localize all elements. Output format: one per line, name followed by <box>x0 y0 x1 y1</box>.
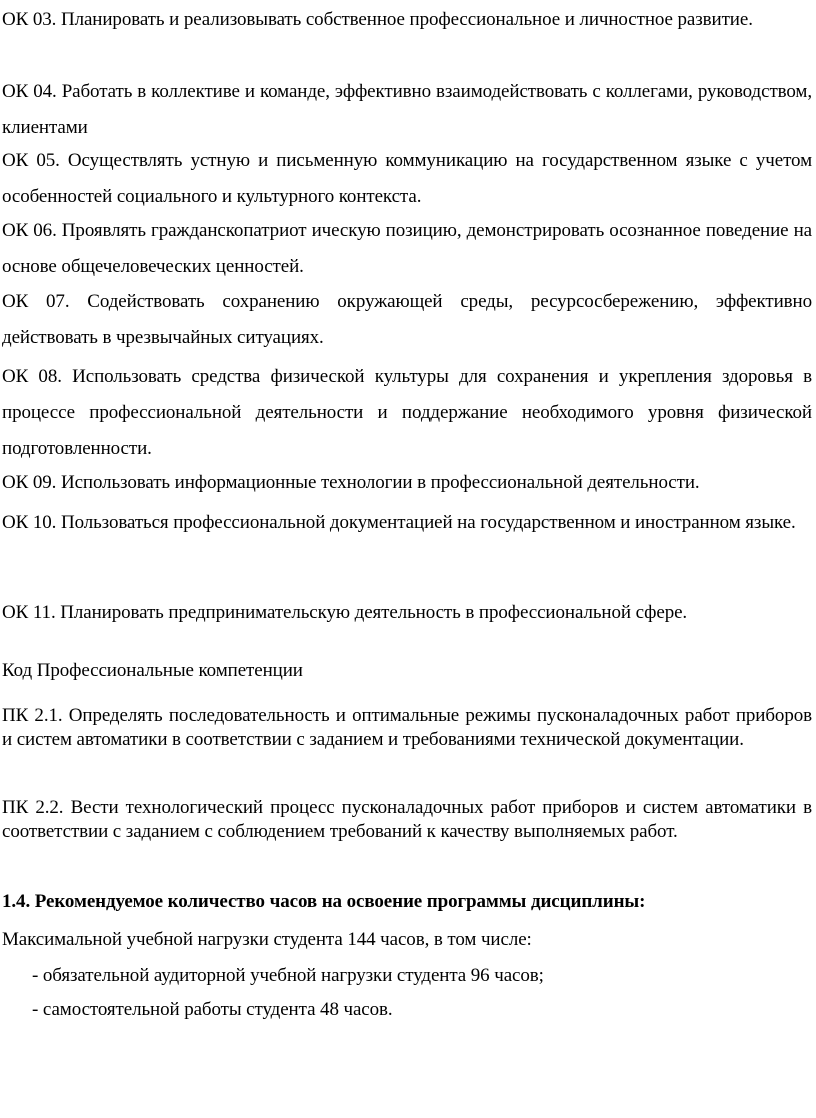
ok-07-text: ОК 07. Содействовать сохранению окружающей среды, ресурсосбережению, эффективно действовать в чрезвычайных ситуациях. <box>2 291 812 348</box>
pk-2-1-text: ПК 2.1. Определять последовательность и оптимальные режимы пусконаладочных работ приборов и систем автоматики в соответствии с заданием и требованиями технической документации. <box>2 705 812 750</box>
ok-03-text: ОК 03. Планировать и реализовывать собственное профессиональное и личностное развитие. <box>2 9 753 30</box>
ok-06-text: ОК 06. Проявлять гражданскопатриот ическую позицию, демонстрировать осознанное поведение на основе общечеловеческих ценностей. <box>2 220 812 277</box>
load-item-independent: - самостоятельной работы студента 48 часов. <box>32 999 393 1020</box>
ok-11-text: ОК 11. Планировать предпринимательскую деятельность в профессиональной сфере. <box>2 602 688 623</box>
ok-04-text: ОК 04. Работать в коллективе и команде, эффективно взаимодействовать с коллегами, руководством, клиентами <box>2 81 812 138</box>
max-load-text: Максимальной учебной нагрузки студента 144 часов, в том числе: <box>2 929 532 950</box>
pk-2-2-text: ПК 2.2. Вести технологический процесс пусконаладочных работ приборов и систем автоматики в соответствии с заданием с соблюдением требований к качеству выполняемых работ. <box>2 797 812 842</box>
ok-08-text: ОК 08. Использовать средства физической культуры для сохранения и укрепления здоровья в процессе профессиональной деятельности и поддержание необходимого уровня физической подготовленности. <box>2 366 812 459</box>
section-title: 1.4. Рекомендуемое количество часов на освоение программы дисциплины: <box>2 891 646 912</box>
load-item-classroom: - обязательной аудиторной учебной нагрузки студента 96 часов; <box>32 965 544 986</box>
ok-09-text: ОК 09. Использовать информационные технологии в профессиональной деятельности. <box>2 472 700 493</box>
pk-heading: Код Профессиональные компетенции <box>2 660 303 681</box>
ok-10-text: ОК 10. Пользоваться профессиональной документацией на государственном и иностранном языке. <box>2 512 796 533</box>
ok-05-text: ОК 05. Осуществлять устную и письменную коммуникацию на государственном языке с учетом особенностей социального и культурного контекста. <box>2 150 812 207</box>
